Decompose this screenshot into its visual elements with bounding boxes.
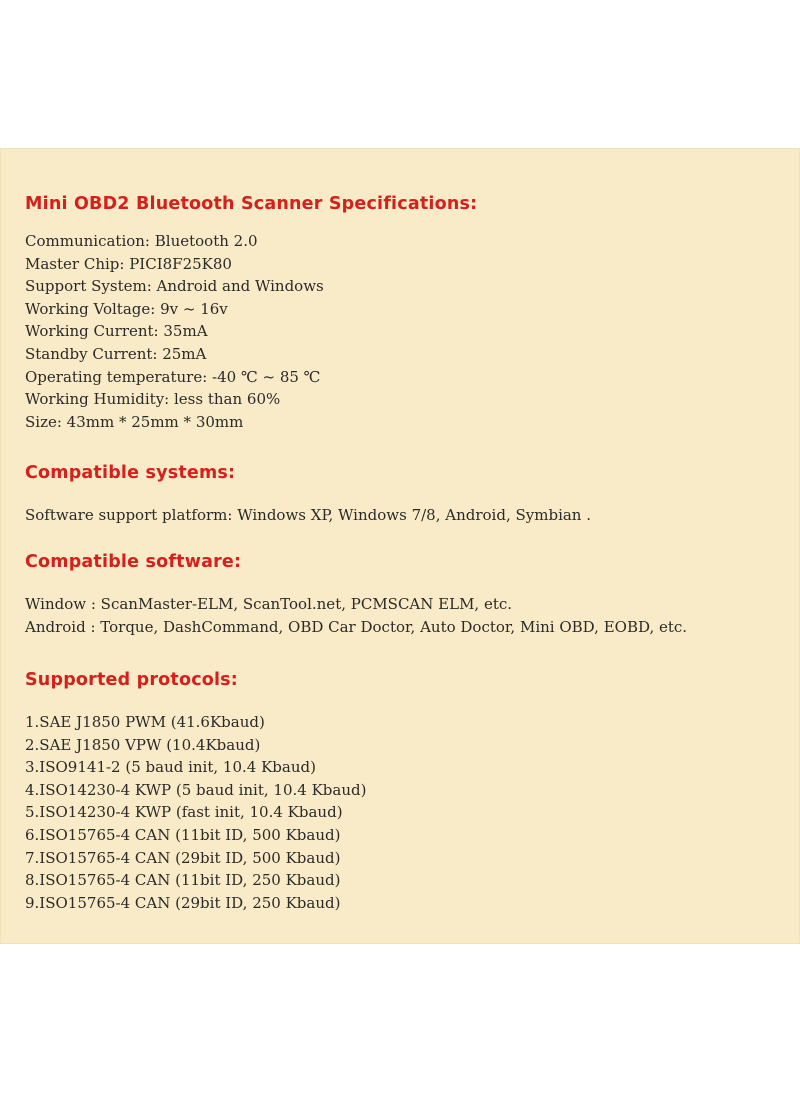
- specifications-section: [25, 193, 789, 433]
- protocol-line: 3.ISO9141-2 (5 baud init, 10.4 Kbaud): [25, 758, 316, 777]
- spec-line: Size: 43mm * 25mm * 30mm: [25, 412, 244, 431]
- spec-line: Operating temperature: -40 ℃ ~ 85 ℃: [25, 367, 321, 386]
- compatible-systems-list: [25, 504, 789, 527]
- software-line: Android : Torque, DashCommand, OBD Car Doctor, Auto Doctor, Mini OBD, EOBD, etc.: [25, 617, 688, 636]
- compatible-systems-section: [25, 462, 789, 527]
- compatible-software-section: [25, 551, 789, 638]
- spec-line: Working Current: 35mA: [25, 322, 208, 341]
- spec-line: Working Humidity: less than 60%: [25, 390, 281, 409]
- supported-protocols-section: [25, 669, 789, 914]
- supported-protocols-list: [25, 711, 789, 914]
- spec-card: [0, 148, 800, 944]
- protocol-line: 5.ISO14230-4 KWP (fast init, 10.4 Kbaud): [25, 803, 343, 822]
- supported-protocols-heading: Supported protocols:: [25, 670, 239, 690]
- protocol-line: 8.ISO15765-4 CAN (11bit ID, 250 Kbaud): [25, 871, 341, 890]
- spec-line: Working Voltage: 9v ~ 16v: [25, 299, 228, 318]
- spec-line: Master Chip: PICI8F25K80: [25, 254, 232, 273]
- spec-line: Support System: Android and Windows: [25, 277, 324, 296]
- specifications-list: [25, 230, 789, 433]
- protocol-line: 1.SAE J1850 PWM (41.6Kbaud): [25, 713, 265, 731]
- protocol-line: 9.ISO15765-4 CAN (29bit ID, 250 Kbaud): [25, 893, 341, 912]
- compatible-software-list: [25, 593, 789, 638]
- protocol-line: 6.ISO15765-4 CAN (11bit ID, 500 Kbaud): [25, 825, 341, 844]
- compatible-systems-heading: Compatible systems:: [25, 463, 236, 483]
- protocol-line: 2.SAE J1850 VPW (10.4Kbaud): [25, 735, 261, 754]
- spec-line: Standby Current: 25mA: [25, 344, 207, 363]
- systems-line: Software support platform: Windows XP, Windows 7/8, Android, Symbian .: [25, 506, 592, 524]
- software-line: Window : ScanMaster-ELM, ScanTool.net, PCMSCAN ELM, etc.: [25, 595, 513, 613]
- specifications-heading: Mini OBD2 Bluetooth Scanner Specifications:: [25, 194, 478, 214]
- protocol-line: 4.ISO14230-4 KWP (5 baud init, 10.4 Kbaud): [25, 780, 367, 799]
- spec-line: Communication: Bluetooth 2.0: [25, 232, 258, 250]
- compatible-software-heading: Compatible software:: [25, 552, 242, 572]
- protocol-line: 7.ISO15765-4 CAN (29bit ID, 500 Kbaud): [25, 848, 341, 867]
